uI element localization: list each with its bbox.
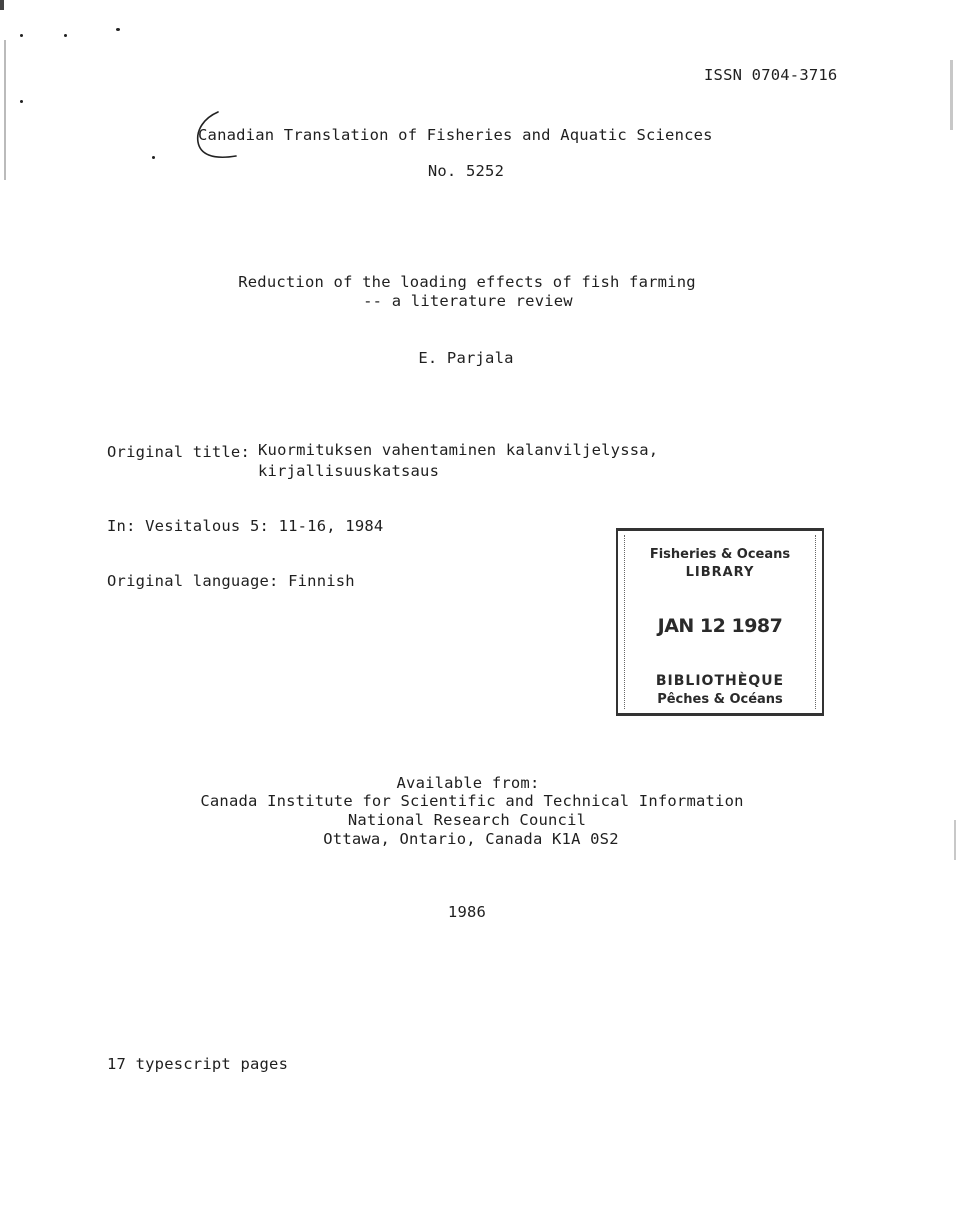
translation-number: No. 5252 xyxy=(427,162,505,180)
publication-year: 1986 xyxy=(447,903,487,921)
scan-corner-mark xyxy=(0,0,4,10)
original-title-line-1: Kuormituksen vahentaminen kalanviljelyssa, xyxy=(258,441,659,459)
scan-edge-mark xyxy=(4,40,6,180)
scan-speck xyxy=(64,34,67,37)
document-title: Reduction of the loading effects of fish farming xyxy=(238,273,696,291)
stamp-date: JAN 12 1987 xyxy=(657,615,783,637)
author-name: E. Parjala xyxy=(418,349,514,367)
issn-number: ISSN 0704-3716 xyxy=(704,66,838,84)
scan-speck xyxy=(152,156,155,159)
original-title-label: Original title: xyxy=(107,443,250,461)
scan-speck xyxy=(20,100,23,103)
scan-edge-mark xyxy=(954,820,956,860)
institute-name: Canada Institute for Scientific and Technical Information xyxy=(200,792,744,810)
scan-speck xyxy=(116,28,120,31)
available-from-label: Available from: xyxy=(396,774,540,792)
page-count: 17 typescript pages xyxy=(107,1055,289,1073)
source-citation: In: Vesitalous 5: 11-16, 1984 xyxy=(107,517,384,535)
stamp-inner-frame xyxy=(624,535,816,709)
original-language: Original language: Finnish xyxy=(107,572,355,590)
scan-edge-mark xyxy=(950,60,953,130)
institute-address: Ottawa, Ontario, Canada K1A 0S2 xyxy=(323,830,619,848)
original-title-line-2: kirjallisuuskatsaus xyxy=(258,462,440,480)
council-name: National Research Council xyxy=(347,811,587,829)
stamp-library: LIBRARY xyxy=(685,565,755,580)
stamp-peches-oceans: Pêches & Océans xyxy=(657,692,783,707)
stamp-fisheries-oceans: Fisheries & Oceans xyxy=(649,547,791,562)
document-subtitle: -- a literature review xyxy=(363,292,573,310)
library-stamp xyxy=(616,528,824,716)
stamp-bibliotheque: BIBLIOTHÈQUE xyxy=(655,673,785,689)
scan-speck xyxy=(20,34,23,37)
series-title: Canadian Translation of Fisheries and Aquatic Sciences xyxy=(198,126,713,144)
